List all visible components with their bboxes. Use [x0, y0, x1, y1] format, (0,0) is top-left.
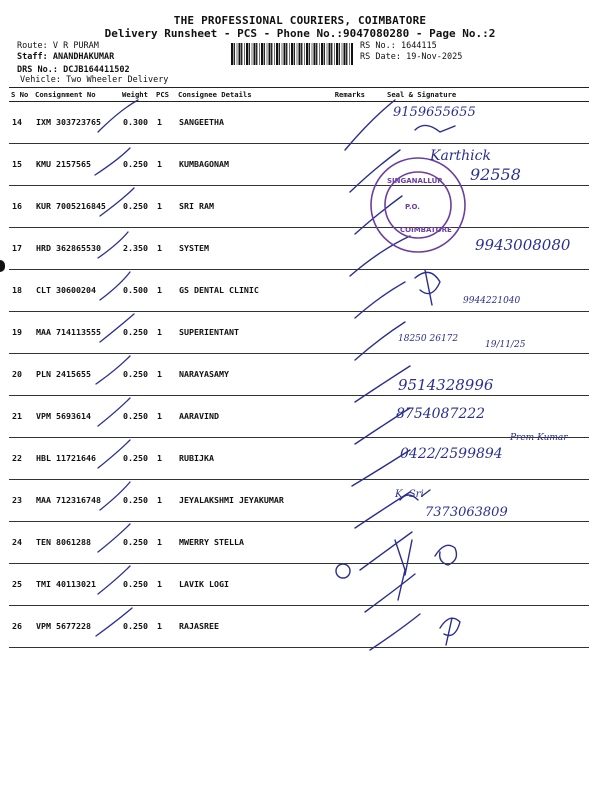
hw-r23-phone: 7373063809	[425, 505, 508, 520]
hw-r14-phone: 9159655655	[393, 105, 476, 120]
cell-consignment-no: TMI 40113021	[33, 564, 120, 606]
table-row	[9, 480, 589, 522]
table-row	[9, 186, 589, 228]
cell-pcs: 1	[154, 564, 176, 606]
cell-remarks	[321, 144, 367, 186]
cell-sno: 24	[9, 522, 33, 564]
rs-date-line	[360, 52, 462, 62]
cell-weight: 0.250	[120, 186, 154, 228]
cell-remarks	[321, 354, 367, 396]
punch-hole-mark	[0, 260, 5, 272]
hw-r18-phone: 9944221040	[463, 296, 521, 306]
cell-consignee: GS DENTAL CLINIC	[176, 270, 321, 312]
cell-consignee: SRI RAM	[176, 186, 321, 228]
hw-r17-phone: 9943008080	[475, 236, 571, 254]
vehicle-value: Two Wheeler Delivery	[66, 75, 169, 85]
rs-date-value: 19-Nov-2025	[406, 52, 463, 62]
cell-seal-signature	[367, 564, 589, 606]
col-header-seal-signature: Seal & Signature	[367, 88, 589, 102]
cell-sno: 19	[9, 312, 33, 354]
vehicle-label: Vehicle:	[20, 75, 61, 85]
cell-weight: 0.250	[120, 480, 154, 522]
table-row	[9, 396, 589, 438]
cell-consignment-no: KMU 2157565	[33, 144, 120, 186]
cell-consignee: LAVIK LOGI	[176, 564, 321, 606]
table-row	[9, 354, 589, 396]
cell-seal-signature	[367, 270, 589, 312]
hw-r21-phone2: 8754087222	[396, 406, 486, 422]
svg-text:P.O.: P.O.	[405, 203, 420, 211]
hw-r15-name: Karthick	[430, 148, 491, 164]
runsheet-subtitle: Delivery Runsheet - PCS - Phone No.:9047080280 - Page No.:2	[104, 27, 496, 40]
cell-remarks	[321, 186, 367, 228]
cell-seal-signature	[367, 396, 589, 438]
table-row	[9, 312, 589, 354]
cell-seal-signature	[367, 606, 589, 648]
cell-weight: 2.350	[120, 228, 154, 270]
staff-label: Staff:	[17, 52, 48, 62]
svg-text:COIMBATORE: COIMBATORE	[400, 226, 452, 234]
cell-sno: 20	[9, 354, 33, 396]
table-row	[9, 144, 589, 186]
cell-pcs: 1	[154, 102, 176, 144]
rs-no-value: 1644115	[400, 41, 437, 51]
cell-consignment-no: MAA 714113555	[33, 312, 120, 354]
cell-pcs: 1	[154, 312, 176, 354]
cell-remarks	[321, 270, 367, 312]
company-title: THE PROFESSIONAL COURIERS, COIMBATORE	[173, 14, 427, 27]
cell-weight: 0.250	[120, 312, 154, 354]
delivery-table	[9, 87, 589, 649]
cell-consignee: RAJASREE	[176, 606, 321, 648]
cell-remarks	[321, 438, 367, 480]
cell-pcs: 1	[154, 354, 176, 396]
cell-weight: 0.250	[120, 438, 154, 480]
route-line	[17, 41, 99, 51]
cell-seal-signature	[367, 438, 589, 480]
cell-sno: 21	[9, 396, 33, 438]
cell-remarks	[321, 606, 367, 648]
cell-pcs: 1	[154, 144, 176, 186]
drs-value: DCJB164411502	[63, 65, 130, 75]
cell-consignment-no: MAA 712316748	[33, 480, 120, 522]
cell-weight: 0.250	[120, 606, 154, 648]
table-row	[9, 228, 589, 270]
col-header-pcs: PCS	[154, 88, 176, 102]
cell-seal-signature	[367, 312, 589, 354]
cell-remarks	[321, 396, 367, 438]
cell-sno: 14	[9, 102, 33, 144]
cell-weight: 0.500	[120, 270, 154, 312]
cell-seal-signature	[367, 228, 589, 270]
hw-r15-phone: 92558	[470, 165, 521, 184]
drs-line	[17, 65, 130, 75]
staff-line	[17, 52, 114, 62]
cell-consignee: KUMBAGONAM	[176, 144, 321, 186]
cell-seal-signature	[367, 522, 589, 564]
cell-sno: 23	[9, 480, 33, 522]
cell-consignee: SYSTEM	[176, 228, 321, 270]
hw-r22-phone: 0422/2599894	[400, 446, 503, 462]
staff-value: ANANDHAKUMAR	[52, 52, 115, 62]
cell-consignment-no: IXM 303723765	[33, 102, 120, 144]
table-row	[9, 564, 589, 606]
cell-sno: 18	[9, 270, 33, 312]
route-value: V R PURAM	[52, 41, 99, 51]
rs-no-label: RS No.:	[360, 41, 396, 51]
cell-consignment-no: VPM 5693614	[33, 396, 120, 438]
cell-remarks	[321, 102, 367, 144]
cell-pcs: 1	[154, 438, 176, 480]
col-header-consignee: Consignee Details	[176, 88, 321, 102]
cell-consignee: SUPERIENTANT	[176, 312, 321, 354]
col-header-sno: S No	[9, 88, 33, 102]
cell-remarks	[321, 312, 367, 354]
cell-seal-signature	[367, 102, 589, 144]
svg-text:SINGANALLUR: SINGANALLUR	[387, 177, 443, 185]
cell-sno: 16	[9, 186, 33, 228]
cell-seal-signature	[367, 354, 589, 396]
drs-label: DRS No.:	[17, 65, 58, 75]
hw-r21-phone: 9514328996	[398, 376, 494, 394]
cell-sno: 25	[9, 564, 33, 606]
cell-consignment-no: TEN 8061288	[33, 522, 120, 564]
cell-consignment-no: HRD 362865530	[33, 228, 120, 270]
cell-remarks	[321, 480, 367, 522]
cell-consignment-no: CLT 30600204	[33, 270, 120, 312]
cell-seal-signature	[367, 144, 589, 186]
cell-remarks	[321, 228, 367, 270]
cell-pcs: 1	[154, 228, 176, 270]
cell-sno: 17	[9, 228, 33, 270]
cell-pcs: 1	[154, 396, 176, 438]
cell-sno: 15	[9, 144, 33, 186]
cell-sno: 22	[9, 438, 33, 480]
vehicle-line	[20, 75, 168, 85]
cell-weight: 0.250	[120, 354, 154, 396]
cell-remarks	[321, 522, 367, 564]
cell-sno: 26	[9, 606, 33, 648]
col-header-consignment: Consignment No	[33, 88, 120, 102]
hw-r23-name: K. Sri	[395, 489, 424, 500]
cell-consignee: SANGEETHA	[176, 102, 321, 144]
cell-consignee: NARAYASAMY	[176, 354, 321, 396]
route-label: Route:	[17, 41, 48, 51]
cell-pcs: 1	[154, 606, 176, 648]
cell-consignment-no: KUR 7005216845	[33, 186, 120, 228]
cell-weight: 0.250	[120, 144, 154, 186]
cell-consignment-no: PLN 2415655	[33, 354, 120, 396]
cell-seal-signature	[367, 480, 589, 522]
barcode-image	[231, 43, 355, 65]
hw-r22-name: Prem Kumar	[510, 433, 568, 443]
cell-consignment-no: HBL 11721646	[33, 438, 120, 480]
table-row	[9, 606, 589, 648]
cell-remarks	[321, 564, 367, 606]
cell-pcs: 1	[154, 186, 176, 228]
table-row	[9, 270, 589, 312]
hw-r19-date: 19/11/25	[485, 340, 526, 350]
rs-date-label: RS Date:	[360, 52, 401, 62]
cell-weight: 0.300	[120, 102, 154, 144]
cell-pcs: 1	[154, 480, 176, 522]
table-header-row	[9, 88, 589, 102]
cell-weight: 0.250	[120, 522, 154, 564]
table-row	[9, 438, 589, 480]
cell-weight: 0.250	[120, 564, 154, 606]
table-row	[9, 102, 589, 144]
cell-pcs: 1	[154, 522, 176, 564]
cell-consignee: JEYALAKSHMI JEYAKUMAR	[176, 480, 321, 522]
cell-seal-signature	[367, 186, 589, 228]
col-header-weight: Weight	[120, 88, 154, 102]
hw-r19-note: 18250 26172	[398, 334, 459, 344]
cell-consignee: MWERRY STELLA	[176, 522, 321, 564]
col-header-remarks: Remarks	[321, 88, 367, 102]
cell-pcs: 1	[154, 270, 176, 312]
cell-consignee: AARAVIND	[176, 396, 321, 438]
cell-consignment-no: VPM 5677228	[33, 606, 120, 648]
rs-no-line	[360, 41, 437, 51]
table-row	[9, 522, 589, 564]
cell-consignee: RUBIJKA	[176, 438, 321, 480]
cell-weight: 0.250	[120, 396, 154, 438]
